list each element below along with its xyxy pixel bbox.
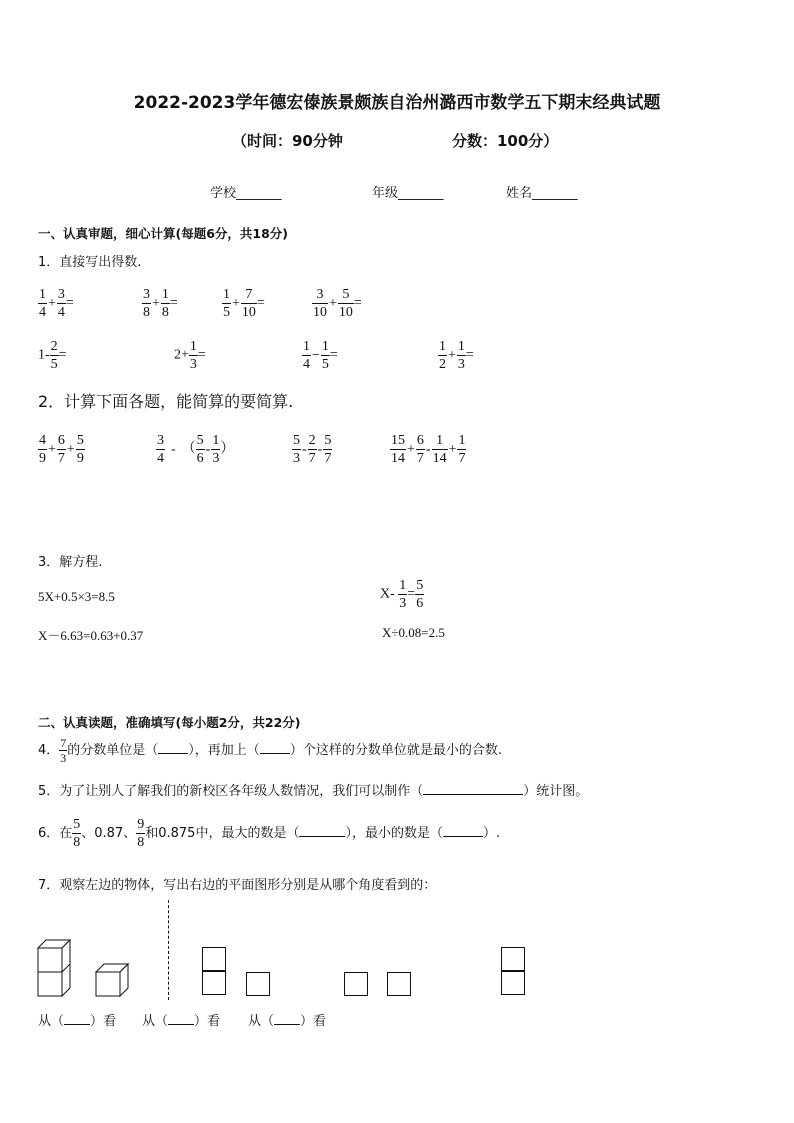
q1-item-7: $\frac{1}{4}$ − $\frac{1}{5}$ = xyxy=(303,339,338,372)
grade-field: 年级_______ xyxy=(372,186,444,201)
view-blank-1[interactable] xyxy=(64,1024,90,1025)
question-1-label: 1．直接写出得数. xyxy=(38,255,142,270)
question-4: 4． $\frac{7}{3}$ 的分数单位是（ ），再加上（ ）个这样的分数单位就是最小的合数. xyxy=(38,736,502,765)
question-6: 6．在 $\frac{5}{8}$ 、0.87、 $\frac{9}{8}$ 和0.875中，最大的数是（ ），最小的数是（ ）. xyxy=(38,817,501,850)
single-cube-figure xyxy=(94,962,130,1000)
question-7-label: 7．观察左边的物体，写出右边的平面图形分别是从哪个角度看到的： xyxy=(38,878,437,893)
q1-item-1: $\frac{1}{4}$ + $\frac{3}{4}$ = xyxy=(39,287,74,320)
q2-expr-3: $\frac{5}{3}$ - $\frac{2}{7}$ - $\frac{5}{7}$ xyxy=(293,433,332,466)
q2-expr-4: $\frac{15}{14}$ + $\frac{6}{7}$ - $\frac{1}{14}$ + $\frac{1}{7}$ xyxy=(391,433,466,466)
view-shape-4-top xyxy=(501,947,525,971)
view-blank-2[interactable] xyxy=(168,1024,194,1025)
q1-item-2: $\frac{3}{8}$ + $\frac{1}{8}$ = xyxy=(143,287,178,320)
exam-time: （时间：90分钟 xyxy=(232,132,343,150)
q4-blank-1[interactable] xyxy=(158,753,188,754)
q6-blank-1[interactable] xyxy=(299,836,345,837)
view-caption-3: 从（ ）看 xyxy=(248,1014,327,1029)
name-field: 姓名_______ xyxy=(506,186,578,201)
divider-line xyxy=(168,900,169,1000)
q3-equation-2: X- $\frac{1}{3}$ = $\frac{5}{6}$ xyxy=(380,578,424,611)
view-caption-2: 从（ ）看 xyxy=(142,1014,221,1029)
q1-item-3: $\frac{1}{5}$ + $\frac{7}{10}$ = xyxy=(223,287,265,320)
q1-item-8: $\frac{1}{2}$ + $\frac{1}{3}$ = xyxy=(439,339,474,372)
view-shape-4-bottom xyxy=(501,971,525,995)
q4-blank-2[interactable] xyxy=(260,753,290,754)
page-title: 2022-2023学年德宏傣族景颇族自治州潞西市数学五下期末经典试题 xyxy=(133,93,661,113)
q1-item-6: 2+ $\frac{1}{3}$ = xyxy=(174,339,206,372)
exam-score: 分数：100分） xyxy=(452,132,559,150)
section-1-heading: 一、认真审题，细心计算(每题6分，共18分) xyxy=(38,226,289,241)
q2-expr-2: $\frac{3}{4}$ - （ $\frac{5}{6}$ - $\frac{1}{3}$ ） xyxy=(157,433,235,466)
view-caption-1: 从（ ）看 xyxy=(38,1014,117,1029)
q3-equation-3: X－6.63=0.63+0.37 xyxy=(38,628,144,643)
view-shape-3-right xyxy=(387,972,411,996)
section-2-heading: 二、认真读题，准确填写(每小题2分，共22分) xyxy=(38,715,301,730)
view-blank-3[interactable] xyxy=(274,1024,300,1025)
q1-item-4: $\frac{3}{10}$ + $\frac{5}{10}$ = xyxy=(313,287,362,320)
q1-item-5: 1- $\frac{2}{5}$ = xyxy=(38,339,67,372)
view-shape-3-left xyxy=(344,972,368,996)
q2-expr-1: $\frac{4}{9}$ + $\frac{6}{7}$ + $\frac{5}{9}$ xyxy=(39,433,84,466)
q5-blank[interactable] xyxy=(423,794,523,795)
stacked-cubes-figure xyxy=(36,936,72,1000)
view-shape-2 xyxy=(246,972,270,996)
q3-equation-1: 5X+0.5×3=8.5 xyxy=(38,589,115,604)
question-3-label: 3．解方程. xyxy=(38,555,103,570)
school-field: 学校_______ xyxy=(210,186,282,201)
question-2-label: 2．计算下面各题，能简算的要简算. xyxy=(38,392,294,411)
q3-equation-4: X÷0.08=2.5 xyxy=(382,625,445,640)
view-shape-1-top xyxy=(202,947,226,971)
view-shape-1-bottom xyxy=(202,971,226,995)
question-5: 5．为了让别人了解我们的新校区各年级人数情况，我们可以制作（ ）统计图。 xyxy=(38,784,589,799)
q6-blank-2[interactable] xyxy=(443,836,483,837)
